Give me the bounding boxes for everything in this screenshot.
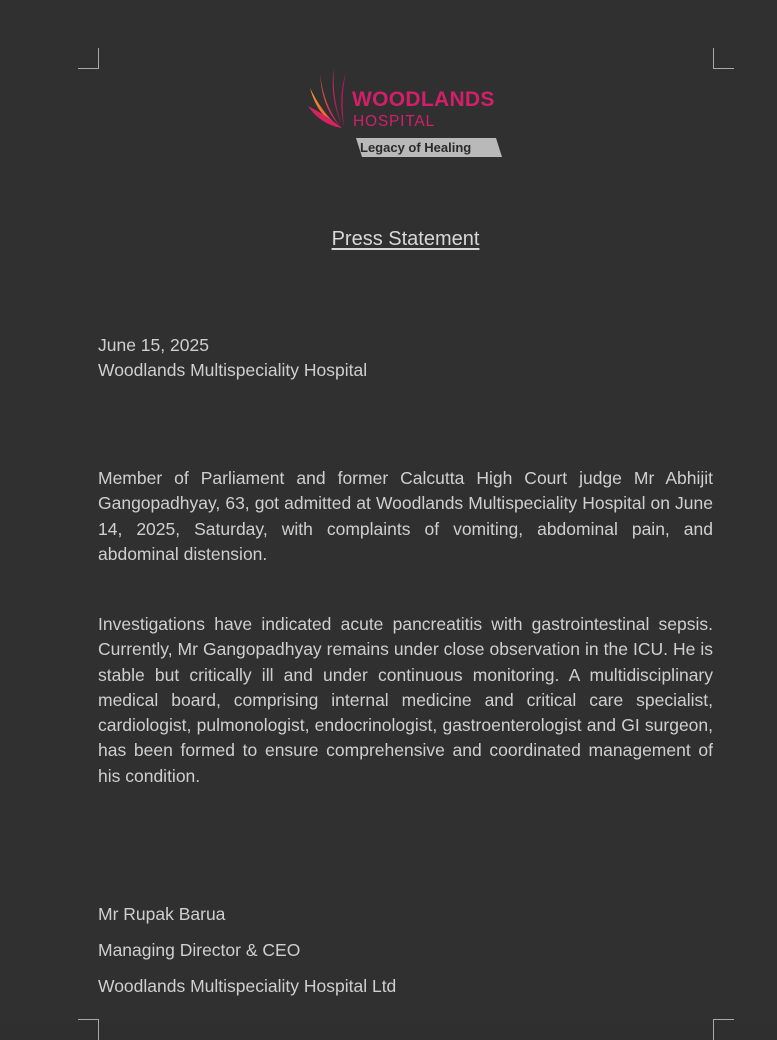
body-paragraph-admission: Member of Parliament and former Calcutta High Court judge Mr Abhijit Gangopadhyay, 63, got admitted at Woodlands Multispeciality Hospital on June 14, 2025, Saturday, with complaints of vomiting, abdominal pain, and abdominal distension. [98,468,713,564]
statement-date: June 15, 2025 [98,335,209,355]
signatory-designation: Managing Director & CEO [98,940,301,960]
issuing-organization: Woodlands Multispeciality Hospital [98,360,368,380]
logo-wordmark: WOODLANDS [352,88,495,111]
crop-mark-bottom-left [78,1019,99,1040]
signatory-name: Mr Rupak Barua [98,904,226,924]
crop-mark-top-left [78,48,99,69]
logo-tagline: Legacy of Healing [360,140,472,155]
crop-mark-top-right [713,48,734,69]
crop-mark-bottom-right [713,1019,734,1040]
signatory-company: Woodlands Multispeciality Hospital Ltd [98,976,397,996]
hospital-logo [306,66,506,160]
document-title: Press Statement [331,228,480,250]
body-paragraph-condition: Investigations have indicated acute pancreatitis with gastrointestinal sepsis. Currently, Mr Gangopadhyay remains under close observation in the ICU. He is stable but critically ill and under continuous monitoring. A multidisciplinary medical board, comprising internal medicine and critical care specialist, cardiologist, pulmonologist, endocrinologist, gastroenterologist and GI surgeon, has been formed to ensure comprehensive and coordinated management of his condition. [98,614,713,786]
logo-subtitle: HOSPITAL [353,113,435,130]
